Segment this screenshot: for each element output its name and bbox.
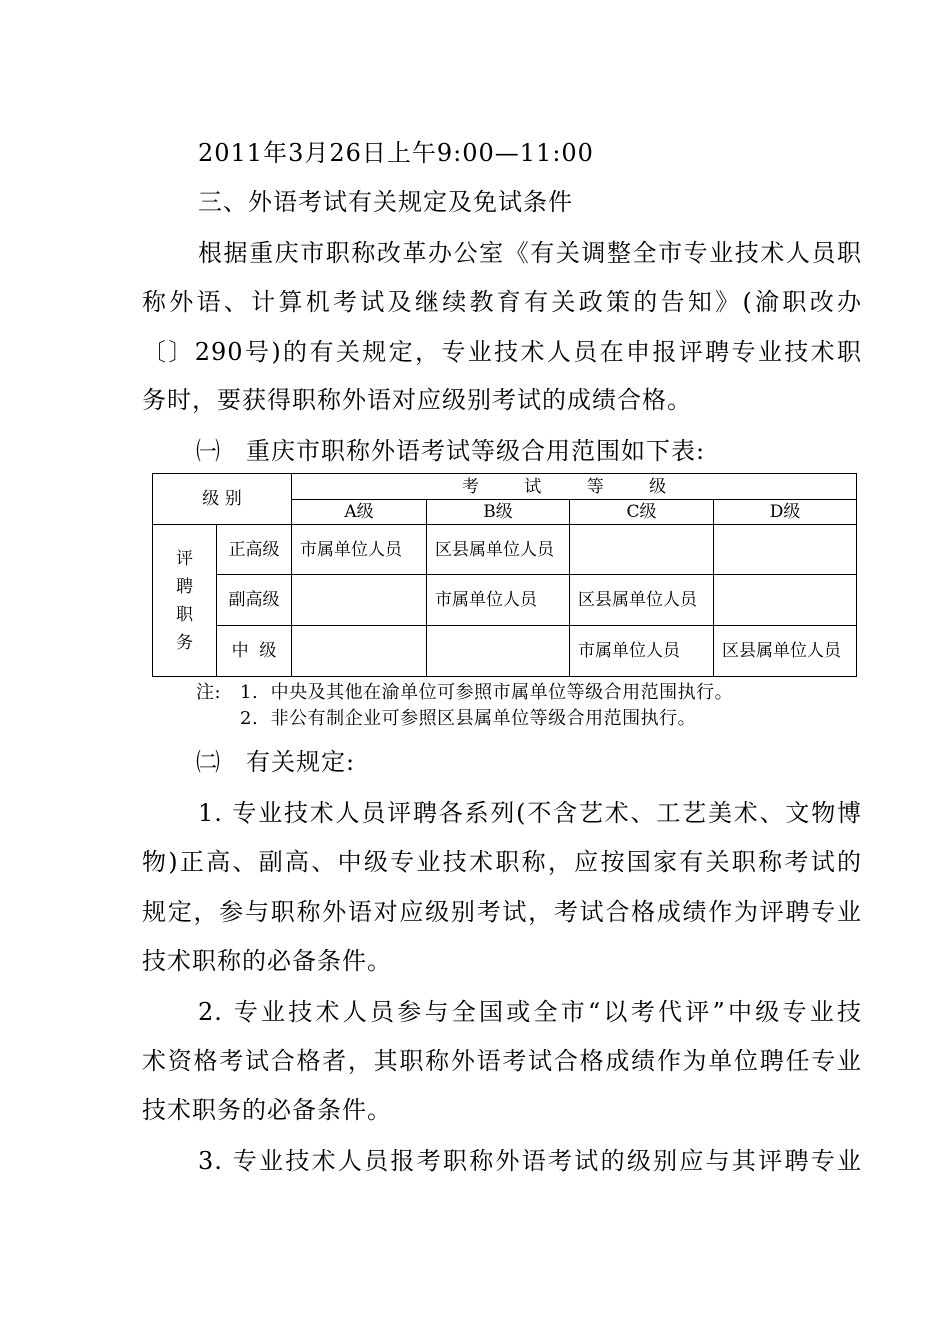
note-1: 1. 中央及其他在渝单位可参照市属单位等级合用范围执行。 [240, 682, 734, 703]
level-cell: 正高级 [217, 525, 292, 575]
exam-time-line: 2011年3月26日上午9:00—11:00 [198, 139, 594, 167]
para1-line2: 称外语、计算机考试及继续教育有关政策的告知》(渝职改办 [142, 288, 862, 316]
note-2: 2. 非公有制企业可参照区县属单位等级合用范围执行。 [240, 708, 697, 729]
table-cell [292, 575, 427, 626]
table-cell: 市属单位人员 [292, 525, 427, 575]
table-cell [427, 626, 570, 677]
table-row [153, 626, 857, 677]
level-header: 级 别 [153, 474, 292, 525]
item1-line4: 技术职称的必备条件。 [142, 947, 392, 975]
table-cell [292, 626, 427, 677]
section-heading: 三、外语考试有关规定及免试条件 [198, 188, 573, 216]
row-group-label: 评聘职务 [153, 525, 217, 677]
table-cell [570, 525, 714, 575]
subsection1-heading: ㈠ 重庆市职称外语考试等级合用范围如下表: [196, 437, 706, 465]
para1-line4: 务时，要获得职称外语对应级别考试的成绩合格。 [142, 386, 692, 414]
table-cell: 区县属单位人员 [427, 525, 570, 575]
item2-line3: 技术职务的必备条件。 [142, 1096, 392, 1124]
table-cell: 区县属单位人员 [570, 575, 714, 626]
grade-scope-table [152, 473, 857, 677]
exam-grade-header: 考 试 等 级 [292, 474, 857, 500]
para1-line1: 根据重庆市职称改革办公室《有关调整全市专业技术人员职 [198, 239, 862, 267]
note-prefix: 注: [196, 682, 222, 703]
item1-line1: 1. 专业技术人员评聘各系列(不含艺术、工艺美术、文物博 [198, 799, 862, 827]
grade-a-header: A级 [292, 500, 427, 525]
item2-line1: 2. 专业技术人员参与全国或全市“以考代评”中级专业技 [198, 998, 862, 1026]
item2-line2: 术资格考试合格者，其职称外语考试合格成绩作为单位聘任专业 [142, 1047, 862, 1075]
grade-b-header: B级 [427, 500, 570, 525]
item1-line3: 规定，参与职称外语对应级别考试，考试合格成绩作为评聘专业 [142, 898, 862, 926]
table-cell [714, 525, 857, 575]
subsection2-heading: ㈡ 有关规定: [196, 748, 356, 776]
item1-line2: 物)正高、副高、中级专业技术职称，应按国家有关职称考试的 [142, 848, 862, 876]
table-cell [714, 575, 857, 626]
para1-line3: 〔〕290号)的有关规定，专业技术人员在申报评聘专业技术职 [142, 338, 862, 366]
table-row [153, 525, 857, 575]
grade-d-header: D级 [714, 500, 857, 525]
level-cell: 副高级 [217, 575, 292, 626]
table-row [153, 575, 857, 626]
level-cell: 中 级 [217, 626, 292, 677]
table-cell: 市属单位人员 [427, 575, 570, 626]
table-cell: 区县属单位人员 [714, 626, 857, 677]
grade-c-header: C级 [570, 500, 714, 525]
item3-line1: 3. 专业技术人员报考职称外语考试的级别应与其评聘专业 [198, 1147, 862, 1175]
table-cell: 市属单位人员 [570, 626, 714, 677]
